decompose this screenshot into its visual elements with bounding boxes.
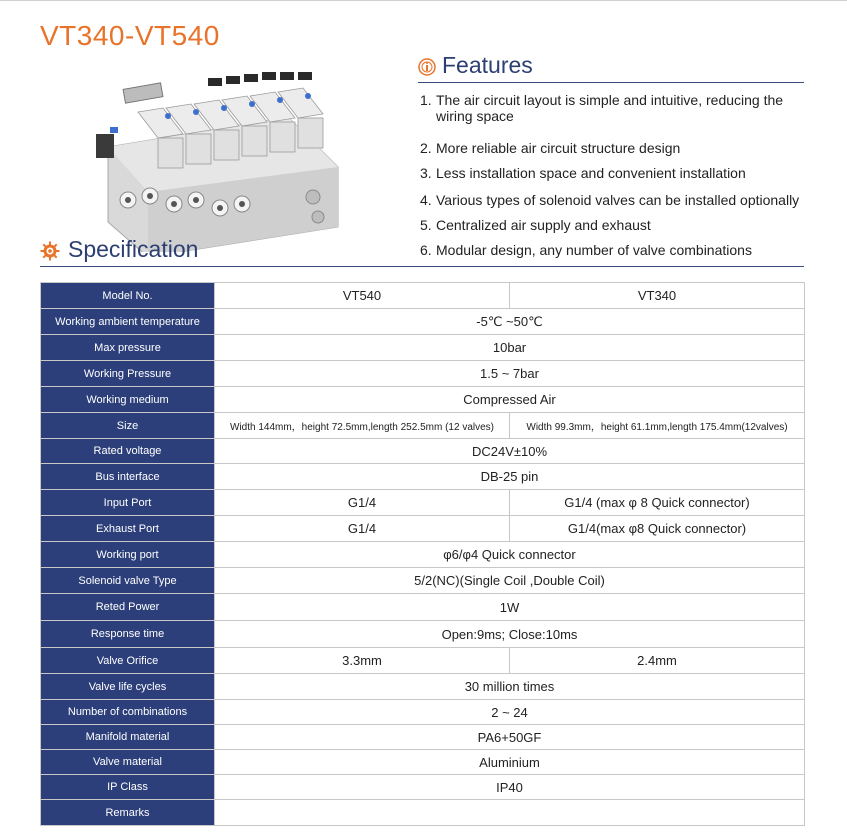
spec-label: Model No. <box>41 283 215 309</box>
spec-label: Valve material <box>41 750 215 775</box>
table-row <box>41 335 805 361</box>
spec-value: φ6/φ4 Quick connector <box>215 542 805 568</box>
table-row <box>41 775 805 800</box>
spec-label: Valve Orifice <box>41 648 215 674</box>
spec-label: Valve life cycles <box>41 674 215 700</box>
spec-label: Solenoid valve Type <box>41 568 215 594</box>
spec-value-vt340: VT340 <box>510 283 805 309</box>
spec-value-vt540: VT540 <box>215 283 510 309</box>
info-icon <box>418 58 436 76</box>
spec-label: Input Port <box>41 490 215 516</box>
spec-value: Compressed Air <box>215 387 805 413</box>
table-row <box>41 464 805 490</box>
table-row <box>41 361 805 387</box>
spec-value-vt540: Width 144mm，height 72.5mm,length 252.5mm (12 valves) <box>215 413 510 439</box>
spec-value-vt540: G1/4 <box>215 490 510 516</box>
spec-value: PA6+50GF <box>215 725 805 750</box>
spec-label: Working medium <box>41 387 215 413</box>
table-row <box>41 413 805 439</box>
table-row <box>41 542 805 568</box>
features-title: Features <box>442 52 533 78</box>
table-row <box>41 648 805 674</box>
gear-icon <box>40 241 60 261</box>
page-title: VT340-VT540 <box>40 20 220 51</box>
table-row <box>41 568 805 594</box>
table-row <box>41 750 805 775</box>
spec-value: DC24V±10% <box>215 439 805 464</box>
spec-label: Remarks <box>41 800 215 826</box>
spec-value-vt340: 2.4mm <box>510 648 805 674</box>
spec-label: Manifold material <box>41 725 215 750</box>
spec-value: IP40 <box>215 775 805 800</box>
spec-label: Working port <box>41 542 215 568</box>
table-row <box>41 490 805 516</box>
features-heading <box>418 52 804 83</box>
specification-title: Specification <box>68 236 199 262</box>
spec-label: Bus interface <box>41 464 215 490</box>
table-row <box>41 283 805 309</box>
spec-label: Number of combinations <box>41 700 215 725</box>
spec-value <box>215 800 805 826</box>
spec-value: 5/2(NC)(Single Coil ,Double Coil) <box>215 568 805 594</box>
spec-value: 30 million times <box>215 674 805 700</box>
table-row <box>41 439 805 464</box>
spec-value-vt340: G1/4 (max φ 8 Quick connector) <box>510 490 805 516</box>
spec-value: 1.5 ~ 7bar <box>215 361 805 387</box>
spec-value: DB-25 pin <box>215 464 805 490</box>
spec-label: Size <box>41 413 215 439</box>
table-row <box>41 725 805 750</box>
spec-value-vt340: G1/4(max φ8 Quick connector) <box>510 516 805 542</box>
spec-label: Reted Power <box>41 594 215 621</box>
spec-table <box>40 282 805 826</box>
specification-heading <box>40 234 804 267</box>
table-row <box>41 800 805 826</box>
spec-value-vt540: G1/4 <box>215 516 510 542</box>
top-divider <box>0 0 847 1</box>
spec-value: Open:9ms; Close:10ms <box>215 621 805 648</box>
spec-value-vt340: Width 99.3mm，height 61.1mm,length 175.4mm(12valves) <box>510 413 805 439</box>
spec-label: Response time <box>41 621 215 648</box>
table-row <box>41 309 805 335</box>
table-row <box>41 387 805 413</box>
spec-value: -5℃ ~50℃ <box>215 309 805 335</box>
table-row <box>41 594 805 621</box>
spec-value: 10bar <box>215 335 805 361</box>
valve-manifold-image <box>88 72 348 252</box>
spec-value-vt540: 3.3mm <box>215 648 510 674</box>
table-row <box>41 516 805 542</box>
table-row <box>41 700 805 725</box>
spec-label: Max pressure <box>41 335 215 361</box>
spec-label: Working Pressure <box>41 361 215 387</box>
table-row <box>41 621 805 648</box>
spec-label: IP Class <box>41 775 215 800</box>
spec-value: Aluminium <box>215 750 805 775</box>
spec-value: 2 ~ 24 <box>215 700 805 725</box>
spec-label: Exhaust Port <box>41 516 215 542</box>
table-row <box>41 674 805 700</box>
spec-label: Rated voltage <box>41 439 215 464</box>
spec-label: Working ambient temperature <box>41 309 215 335</box>
spec-value: 1W <box>215 594 805 621</box>
